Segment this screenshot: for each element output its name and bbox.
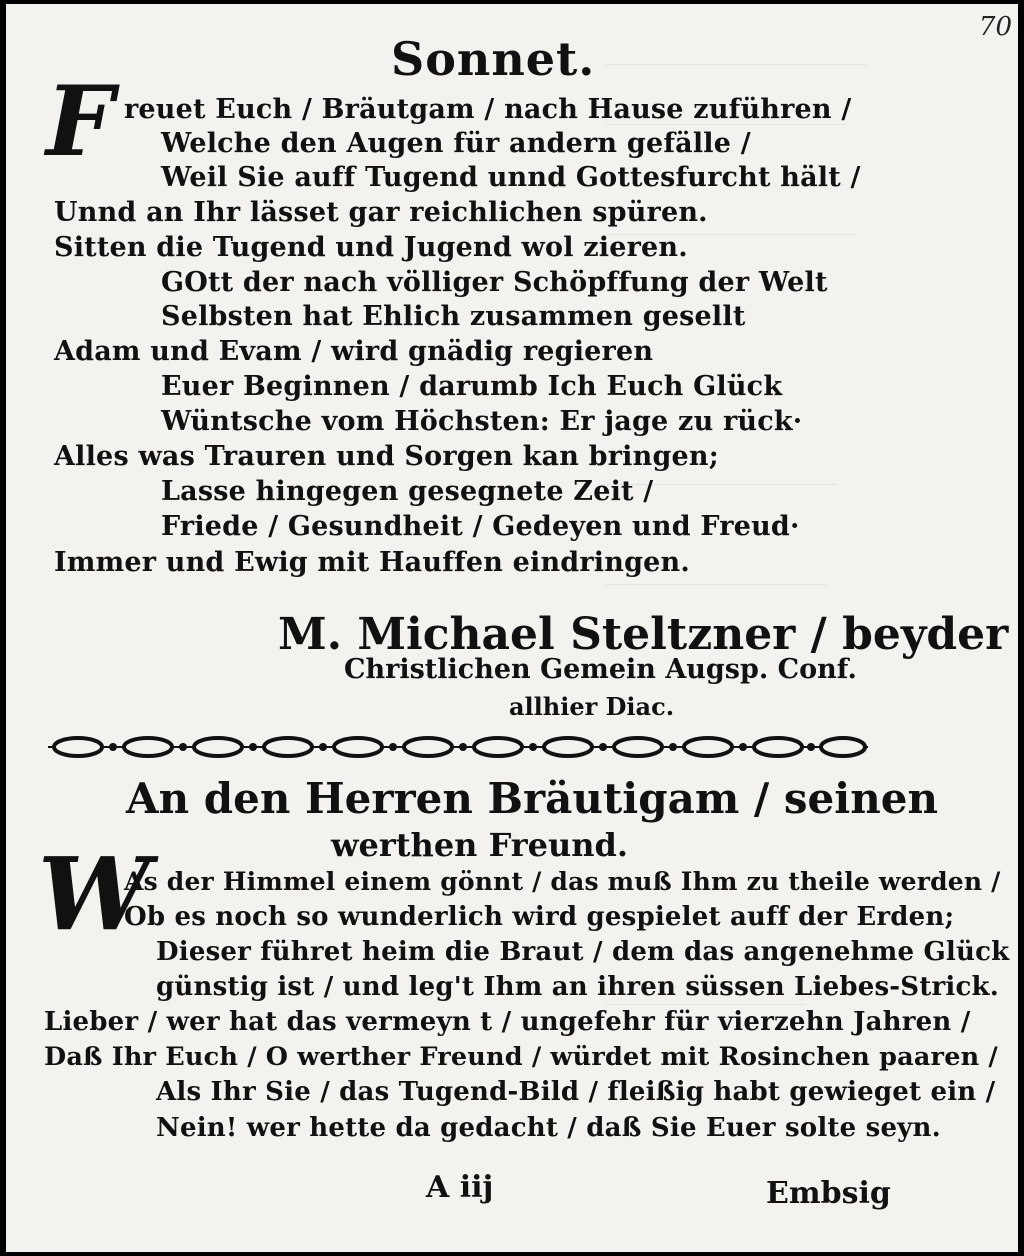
author-affiliation: Christlichen Gemein Augsp. Conf. [344, 654, 857, 685]
sonnet-line: Alles was Trauren und Sorgen kan bringen; [54, 441, 719, 472]
sonnet-line: Euer Beginnen / darumb Ich Euch Glück [161, 371, 783, 402]
signature-mark: A iij [426, 1170, 494, 1205]
poem-line: günstig ist / und leg't Ihm an ihren süssen Liebes-Strick. [156, 972, 999, 1002]
ornamental-divider [48, 732, 868, 762]
poem-line: Ob es noch so wunderlich wird gespielet auff der Erden; [124, 902, 955, 932]
sonnet-line: Unnd an Ihr lässet gar reichlichen spüren. [54, 197, 708, 228]
poem-line: Daß Ihr Euch / O werther Freund / würdet mit Rosinchen paaren / [44, 1042, 998, 1072]
sonnet-line: Friede / Gesundheit / Gedeyen und Freud· [161, 511, 800, 542]
sonnet-line: Lasse hingegen gesegnete Zeit / [161, 476, 654, 507]
poem-subtitle: werthen Freund. [331, 826, 628, 864]
poem-title: An den Herren Bräutigam / seinen [126, 774, 938, 823]
sonnet-line: Adam und Evam / wird gnädig regieren [54, 336, 654, 367]
author-name: M. Michael Steltzner / beyder [278, 609, 1009, 660]
drop-initial-f: F [46, 65, 115, 178]
sonnet-line: Welche den Augen für andern gefälle / [161, 128, 751, 159]
poem-line: Lieber / wer hat das vermeyn t / ungefehr für vierzehn Jahren / [44, 1007, 971, 1037]
poem-line: Als Ihr Sie / das Tugend-Bild / fleißig habt gewieget ein / [156, 1077, 996, 1107]
sonnet-line: GOtt der nach völliger Schöpffung der Welt [161, 267, 828, 298]
sonnet-line: Weil Sie auff Tugend unnd Gottesfurcht hält / [161, 162, 861, 193]
sonnet-title: Sonnet. [391, 32, 596, 86]
sonnet-line: reuet Euch / Bräutgam / nach Hause zuführen / [124, 94, 852, 125]
sonnet-line: Selbsten hat Ehlich zusammen gesellt [161, 301, 746, 332]
poem-line: Nein! wer hette da gedacht / daß Sie Euer solte seyn. [156, 1113, 941, 1143]
sonnet-line: Sitten die Tugend und Jugend wol zieren. [54, 232, 688, 263]
drop-initial-w: W [38, 835, 151, 953]
sonnet-line: Wüntsche vom Höchsten: Er jage zu rück· [161, 406, 803, 437]
sonnet-line: Immer und Ewig mit Hauffen eindringen. [54, 547, 690, 578]
folio-number: 70 [978, 12, 1012, 42]
poem-line: Dieser führet heim die Braut / dem das angenehme Glück [156, 937, 1010, 967]
book-page [6, 4, 1018, 1252]
catchword: Embsig [766, 1176, 891, 1211]
author-office: allhier Diac. [509, 692, 675, 721]
poem-line: As der Himmel einem gönnt / das muß Ihm zu theile werden / [124, 867, 1001, 896]
